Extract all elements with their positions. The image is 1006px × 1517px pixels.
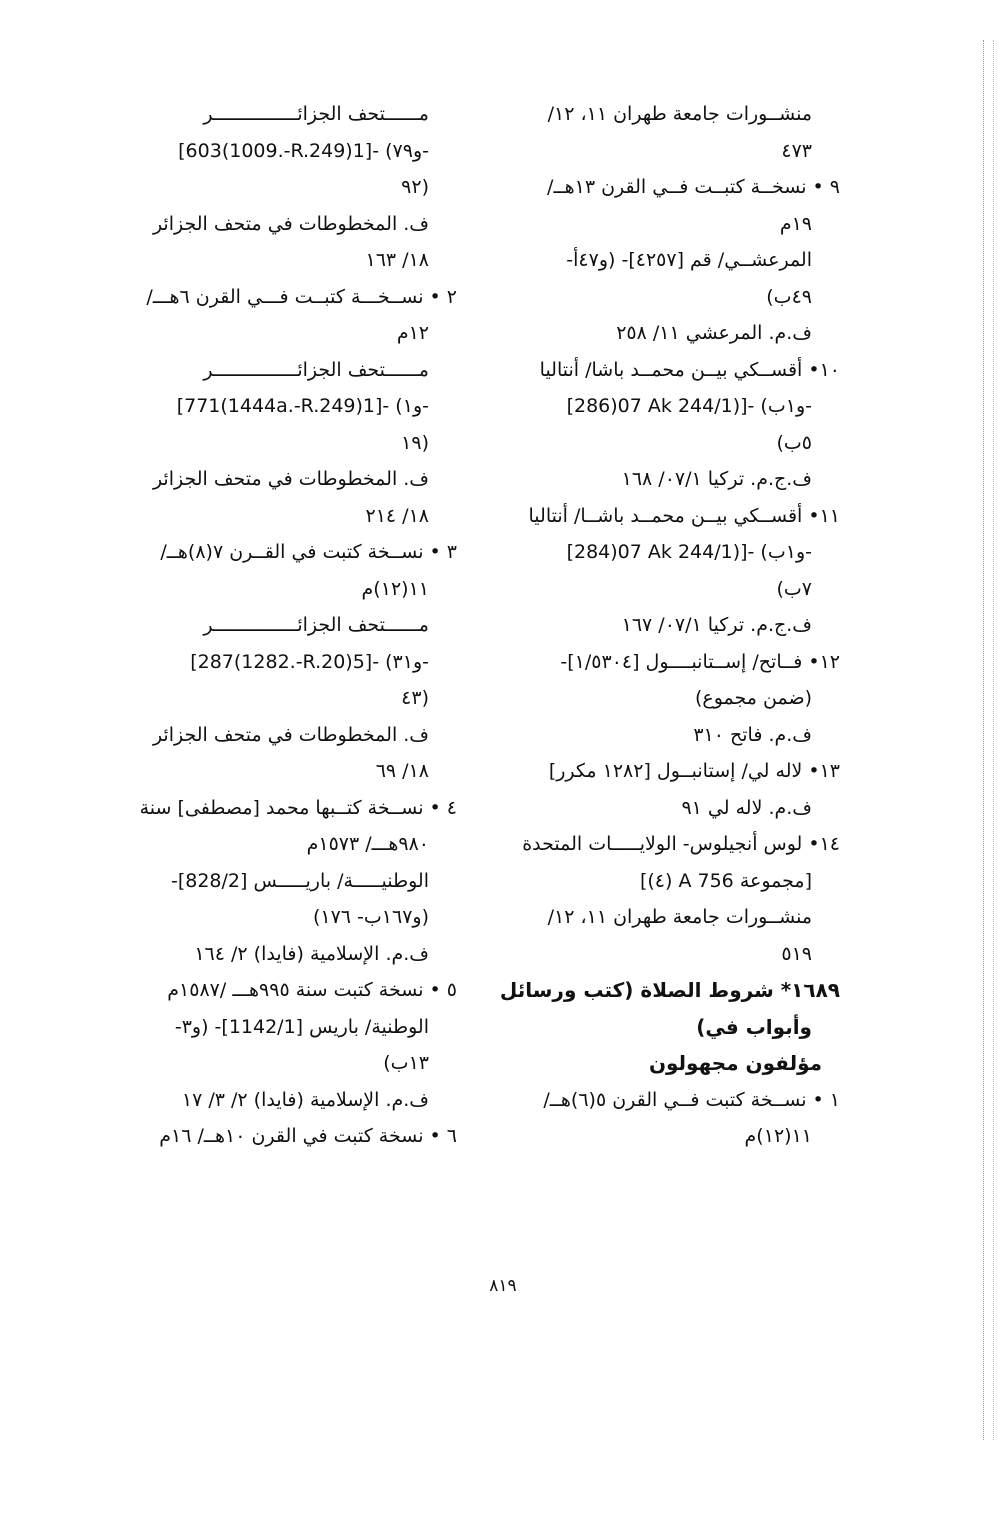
text-line: ١٨/ ١٦٣ xyxy=(365,249,429,271)
entry-line: ٦ • نسخة كتبت في القرن ١٠هــ/ ١٦م xyxy=(159,1125,457,1147)
text-line: الوطنية/ باريس [1142/1]- (و٣- xyxy=(174,1015,429,1038)
text-line: ٤٣) xyxy=(401,687,429,709)
text-line: (و١٦٧ب- ١٧٦) xyxy=(312,906,429,928)
margin-divider xyxy=(983,40,984,1440)
left-column xyxy=(112,96,457,1155)
text-line: ١٨/ ٢١٤ xyxy=(365,504,429,527)
text-line: ٤٩ب) xyxy=(766,285,812,308)
text-line: [284)07 Ak 244/1)]- (و١ب- xyxy=(566,541,812,563)
text-line: مــــــتحف الجزائـــــــــــــــر xyxy=(203,358,429,381)
text-line: [603(1009.-R.249)1]- (و٧٩- xyxy=(178,139,429,162)
text-line: مــــــتحف الجزائـــــــــــــــر xyxy=(203,614,429,636)
text-line: ٩٨٠هـــ/ ١٥٧٣م xyxy=(306,833,429,855)
entry-line: ١٠• أقســكي بيــن محمــد باشا/ أنتاليا xyxy=(539,358,840,381)
text-line: ف.م. لاله لي ٩١ xyxy=(681,796,812,819)
entry-line: ٩ • نسخــة كتبــت فــي القرن ١٣هــ/ xyxy=(547,176,840,198)
text-line: ١١(١٢)م xyxy=(361,577,429,600)
entry-line: ١٣• لاله لي/ إستانبــول [١٢٨٢ مكرر] xyxy=(548,760,840,782)
margin-divider xyxy=(993,40,994,1440)
right-column xyxy=(495,96,840,1155)
page-number: ٨١٩ xyxy=(489,1276,517,1296)
text-line: ٥١٩ xyxy=(781,942,812,965)
text-line: ف. المخطوطات في متحف الجزائر xyxy=(152,212,429,235)
section-authors: مؤلفون مجهولون xyxy=(648,1051,822,1075)
text-line: منشــورات جامعة طهران ١١، ١٢/ xyxy=(547,103,812,125)
text-line: ف.م. المرعشي ١١/ ٢٥٨ xyxy=(616,322,812,344)
entry-line: ٥ • نسخة كتبت سنة ٩٩٥هـــ /١٥٨٧م xyxy=(167,979,457,1001)
section-heading: ١٦٨٩* شروط الصلاة (كتب ورسائل xyxy=(499,978,840,1002)
text-line: ١٢م xyxy=(396,322,429,344)
text-line: ف.م. الإسلامية (فايدا) ٢/ ٣/ ١٧ xyxy=(181,1088,429,1111)
text-line: المرعشــي/ قم [٤٢٥٧]- (و٤٧أ- xyxy=(566,249,812,271)
text-line: مــــــتحف الجزائـــــــــــــــر xyxy=(203,103,429,125)
entry-line: ١٢• فــاتح/ إســتانبــــول [١/٥٣٠٤]- xyxy=(560,650,840,673)
text-line: [مجموعة A 756 (٤)] xyxy=(639,869,812,892)
text-line: ١٩) xyxy=(401,431,429,454)
text-line: ف. المخطوطات في متحف الجزائر xyxy=(152,468,429,490)
entry-line: ٤ • نســخة كتــبها محمد [مصطفى] سنة xyxy=(139,796,457,819)
entry-line: ٢ • نســخـــة كتبــت فـــي القرن ٦هـــ/ xyxy=(146,285,457,308)
text-line: ف. المخطوطات في متحف الجزائر xyxy=(152,723,429,746)
entry-line: ١٤• لوس أنجيلوس- الولايـــــات المتحدة xyxy=(522,833,840,855)
text-line: الوطنيـــــة/ باريـــــس [828/2]- xyxy=(170,869,429,892)
text-line: ١٩م xyxy=(779,212,812,235)
entry-line: ١ • نســخة كتبت فــي القرن ٥(٦)هــ/ xyxy=(543,1088,840,1111)
text-line: [771(1444a.-R.249)1]- (و١- xyxy=(176,395,429,417)
text-line: ف.ج.م. تركيا ٠٧/١/ ١٦٨ xyxy=(621,468,812,490)
text-line: [287(1282.-R.20)5]- (و٣١- xyxy=(190,650,429,673)
text-line: (ضمن مجموع) xyxy=(694,687,812,709)
text-line: منشــورات جامعة طهران ١١، ١٢/ xyxy=(547,906,812,928)
text-line: ١١(١٢)م xyxy=(744,1125,812,1147)
text-line: [286)07 Ak 244/1)]- (و١ب- xyxy=(566,395,812,417)
text-line: ٥ب) xyxy=(776,431,812,454)
text-line: ف.ج.م. تركيا ٠٧/١/ ١٦٧ xyxy=(621,614,812,636)
text-line: ف.م. الإسلامية (فايدا) ٢/ ١٦٤ xyxy=(194,942,429,965)
text-line: ف.م. فاتح ٣١٠ xyxy=(693,723,812,746)
text-line: ٧ب) xyxy=(776,577,812,600)
text-line: ٩٢) xyxy=(401,176,429,198)
entry-line: ١١• أقســكي بيــن محمــد باشــا/ أنتاليا xyxy=(528,504,840,527)
text-line: ١٨/ ٦٩ xyxy=(375,760,429,782)
text-line: ١٣ب) xyxy=(383,1052,429,1074)
text-line: ٤٧٣ xyxy=(781,139,812,162)
entry-line: ٣ • نســخة كتبت في القــرن ٧(٨)هــ/ xyxy=(160,541,457,563)
section-heading-continued: وأبواب في) xyxy=(696,1014,812,1039)
